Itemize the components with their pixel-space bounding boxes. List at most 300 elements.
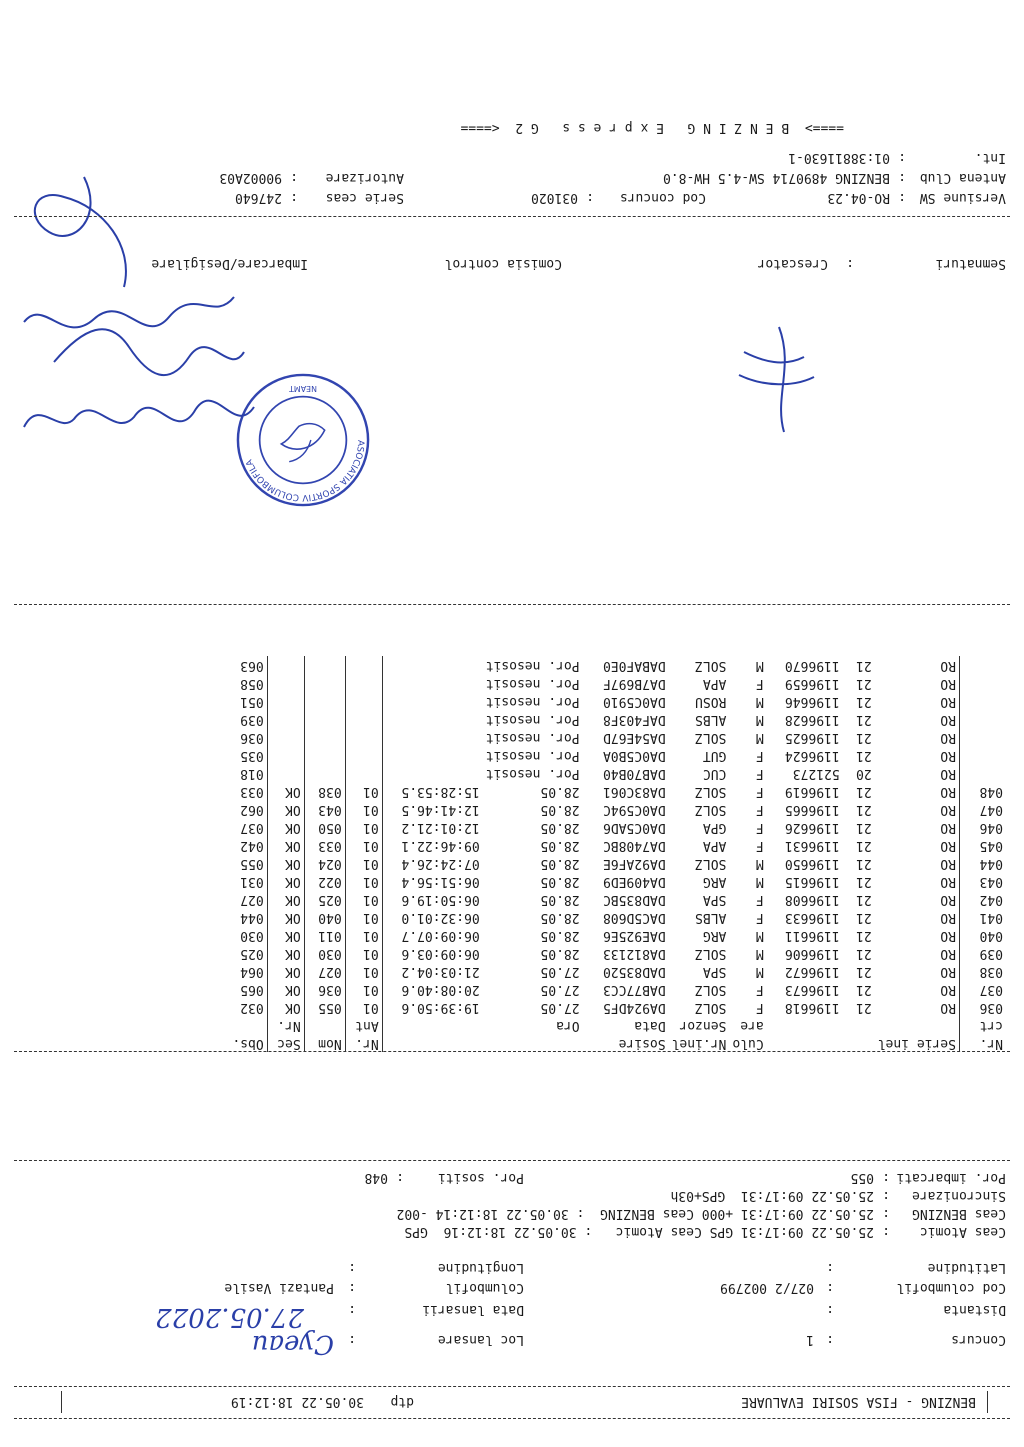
cell-4: F bbox=[755, 748, 764, 763]
imbarcare-label: Imbarcare/Desigilare bbox=[151, 256, 308, 271]
cell-12: 062 bbox=[221, 800, 268, 818]
cell-12: 042 bbox=[221, 836, 268, 854]
cell-12: 064 bbox=[221, 962, 268, 980]
cell-6: DAD83520 bbox=[602, 964, 666, 979]
cell-1: RO bbox=[875, 944, 960, 962]
header-cell-7 bbox=[483, 1034, 583, 1052]
cell-4: F bbox=[755, 910, 764, 925]
cell-12: 036 bbox=[221, 728, 268, 746]
concurs-label: Concurs bbox=[951, 1332, 1006, 1347]
cell-1: RO bbox=[875, 674, 960, 692]
cell-9 bbox=[345, 746, 382, 764]
cell-11: OK bbox=[267, 854, 304, 872]
cell-6: DA924DF5 bbox=[602, 1000, 666, 1015]
crescator-label: Crescator bbox=[757, 256, 828, 271]
cell-6: DAD835BC bbox=[602, 892, 666, 907]
cell-2: 21 bbox=[856, 874, 872, 889]
cell-10 bbox=[304, 710, 345, 728]
antena-value: BENZING 4890714 SW-4.5 HW-8.0 bbox=[663, 170, 890, 185]
cell-0: 046 bbox=[979, 820, 1003, 835]
header-cell-5: Nr.inel bbox=[671, 1036, 727, 1051]
cell-2: 21 bbox=[856, 856, 872, 871]
cell-11: OK bbox=[267, 944, 304, 962]
cell-1: RO bbox=[875, 710, 960, 728]
table-row bbox=[221, 656, 1006, 674]
cell-0: 038 bbox=[979, 964, 1003, 979]
cell-6: DA0C5B0A bbox=[602, 748, 666, 763]
cell-7: 28.05 bbox=[540, 910, 580, 925]
header-cell-8 bbox=[382, 1016, 483, 1034]
cell-8 bbox=[382, 656, 483, 674]
cell-12: 031 bbox=[221, 872, 268, 890]
cell-5: CUC bbox=[702, 766, 727, 781]
cell-7: 27.05 bbox=[540, 982, 580, 997]
cell-1: RO bbox=[875, 836, 960, 854]
table-row bbox=[221, 674, 1006, 692]
cell-3: 1196608 bbox=[784, 892, 840, 907]
cell-3: 1196615 bbox=[784, 874, 840, 889]
cell-10 bbox=[304, 728, 345, 746]
cell-11: OK bbox=[267, 890, 304, 908]
cell-9: 01 bbox=[345, 872, 382, 890]
int-label: Int. bbox=[974, 150, 1006, 165]
cell-7: Por. nesosit bbox=[485, 766, 580, 781]
cell-7: 28.05 bbox=[540, 874, 580, 889]
cell-8: 12:41:46.5 bbox=[401, 802, 480, 817]
cell-0 bbox=[960, 710, 1007, 728]
cell-8 bbox=[382, 764, 483, 782]
loc-handwritten: Cyeau bbox=[251, 1329, 334, 1359]
cell-12: 032 bbox=[221, 998, 268, 1016]
cell-5: SOLZ bbox=[695, 982, 727, 997]
cell-6: DABAF0E0 bbox=[602, 658, 666, 673]
cell-12: 033 bbox=[221, 782, 268, 800]
header-cell-7: Ora bbox=[556, 1018, 580, 1033]
cell-11 bbox=[267, 674, 304, 692]
cell-12: 055 bbox=[221, 854, 268, 872]
cell-3: 1196606 bbox=[784, 946, 840, 961]
cell-3: 1196665 bbox=[784, 802, 840, 817]
cell-7: Por. nesosit bbox=[485, 676, 580, 691]
cell-2: 21 bbox=[856, 784, 872, 799]
cell-12: 063 bbox=[221, 656, 268, 674]
cell-1: RO bbox=[875, 818, 960, 836]
table-row bbox=[221, 800, 1006, 818]
cell-3: 1196633 bbox=[784, 910, 840, 925]
cell-1: RO bbox=[875, 764, 960, 782]
table-row bbox=[221, 746, 1006, 764]
cell-9 bbox=[345, 764, 382, 782]
sositi-value: 048 bbox=[364, 1170, 388, 1185]
sync-line: 25.05.22 09:17:31 GPS+03h bbox=[670, 1188, 874, 1203]
cell-2: 21 bbox=[856, 946, 872, 961]
header-cell-0: crt bbox=[979, 1018, 1003, 1033]
cell-2: 21 bbox=[856, 694, 872, 709]
cell-2: 20 bbox=[856, 766, 872, 781]
cell-5: GUT bbox=[702, 748, 727, 763]
header-cell-11: Nr. bbox=[267, 1016, 304, 1034]
cell-8: 06:51:56.4 bbox=[401, 874, 480, 889]
cell-3: 1196625 bbox=[784, 730, 840, 745]
cell-5: SPA bbox=[702, 964, 727, 979]
table-header-row bbox=[221, 1034, 1006, 1052]
lat-label: Latitudine bbox=[927, 1260, 1006, 1275]
cell-11: OK bbox=[267, 926, 304, 944]
cell-2: 21 bbox=[856, 802, 872, 817]
cell-1: RO bbox=[875, 656, 960, 674]
autorizare-label: Autorizare bbox=[325, 170, 404, 185]
cell-9: 01 bbox=[345, 908, 382, 926]
cell-5: APA bbox=[702, 676, 727, 691]
header-cell-8 bbox=[382, 1034, 483, 1052]
cell-12: 044 bbox=[221, 908, 268, 926]
cell-4: F bbox=[755, 892, 764, 907]
cell-1: RO bbox=[875, 782, 960, 800]
cell-10: 038 bbox=[304, 782, 345, 800]
cell-3: 1196611 bbox=[784, 928, 840, 943]
sositi-label: Por. sositi bbox=[437, 1170, 524, 1185]
header-cell-3 bbox=[767, 1016, 843, 1034]
cell-10: 024 bbox=[304, 854, 345, 872]
cell-9: 01 bbox=[345, 890, 382, 908]
header-cell-6: Data bbox=[634, 1018, 666, 1033]
cell-9 bbox=[345, 710, 382, 728]
cell-10 bbox=[304, 674, 345, 692]
header-cell-10: Nom bbox=[304, 1034, 345, 1052]
cell-5: SOLZ bbox=[695, 784, 727, 799]
serie-ceas-value: 247640 bbox=[235, 190, 282, 205]
cell-11: OK bbox=[267, 872, 304, 890]
cell-7: 28.05 bbox=[540, 802, 580, 817]
cell-6: DA0C5AD6 bbox=[602, 820, 666, 835]
cell-12: 035 bbox=[221, 746, 268, 764]
cell-10: 030 bbox=[304, 944, 345, 962]
columbofil-value: Pantazi Vasile bbox=[224, 1280, 334, 1295]
atomic-label: Ceas Atomic bbox=[919, 1224, 1006, 1239]
cell-6: DAE925E6 bbox=[602, 928, 666, 943]
cell-7: 28.05 bbox=[540, 856, 580, 871]
cell-0 bbox=[960, 746, 1007, 764]
table-row bbox=[221, 836, 1006, 854]
table-row bbox=[221, 782, 1006, 800]
cell-11: OK bbox=[267, 908, 304, 926]
data-label: Data lansarii bbox=[422, 1302, 524, 1317]
cell-3: 1196626 bbox=[784, 820, 840, 835]
cell-0 bbox=[960, 764, 1007, 782]
cod-label: Cod columbofil bbox=[896, 1280, 1006, 1295]
cell-6: DA7B697F bbox=[602, 676, 666, 691]
cod-concurs-value: 031020 bbox=[531, 190, 578, 205]
header-left-bar bbox=[987, 1391, 988, 1413]
cell-11 bbox=[267, 656, 304, 674]
cell-0: 037 bbox=[979, 982, 1003, 997]
cell-4: F bbox=[755, 982, 764, 997]
cell-3: 1196624 bbox=[784, 748, 840, 763]
cell-7: 28.05 bbox=[540, 784, 580, 799]
signature-loop bbox=[14, 157, 144, 297]
cell-11 bbox=[267, 728, 304, 746]
cell-3: 1196673 bbox=[784, 982, 840, 997]
cell-8 bbox=[382, 746, 483, 764]
cell-6: DAF403F8 bbox=[602, 712, 666, 727]
table-row bbox=[221, 980, 1006, 998]
cell-3: 1196650 bbox=[784, 856, 840, 871]
cell-0: 041 bbox=[979, 910, 1003, 925]
signature-crescator bbox=[734, 317, 824, 437]
rule-table-head bbox=[14, 1051, 1010, 1052]
cell-9: 01 bbox=[345, 944, 382, 962]
cell-8: 19:39:50.6 bbox=[401, 1000, 480, 1015]
cell-10: 040 bbox=[304, 908, 345, 926]
cell-5: ARG bbox=[702, 928, 727, 943]
cell-7: 28.05 bbox=[540, 928, 580, 943]
cell-5: ROSU bbox=[695, 694, 727, 709]
cell-10: 055 bbox=[304, 998, 345, 1016]
cell-8: 06:32:01.0 bbox=[401, 910, 480, 925]
cell-8: 06:09:03.6 bbox=[401, 946, 480, 961]
cell-0 bbox=[960, 674, 1007, 692]
cell-3: 1196646 bbox=[784, 694, 840, 709]
cell-2: 21 bbox=[856, 748, 872, 763]
loc-label: Loc lansare bbox=[437, 1332, 524, 1347]
autorizare-value: 90002A03 bbox=[219, 170, 282, 185]
cell-9: 01 bbox=[345, 926, 382, 944]
header-cell-10 bbox=[304, 1016, 345, 1034]
cell-4: F bbox=[755, 766, 764, 781]
serie-ceas-label: Serie ceas bbox=[325, 190, 404, 205]
cell-9 bbox=[345, 692, 382, 710]
cell-5: SPA bbox=[702, 892, 727, 907]
cell-12: 058 bbox=[221, 674, 268, 692]
cell-8: 15:28:53.5 bbox=[401, 784, 480, 799]
rule-top bbox=[14, 1418, 1010, 1419]
cell-11 bbox=[267, 746, 304, 764]
cell-12: 039 bbox=[221, 710, 268, 728]
cell-0 bbox=[960, 692, 1007, 710]
cell-10: 033 bbox=[304, 836, 345, 854]
cell-11: OK bbox=[267, 836, 304, 854]
cell-6: DA54E67D bbox=[602, 730, 666, 745]
arrivals-table bbox=[221, 656, 1006, 1052]
stamp-place: NEAMT bbox=[289, 383, 317, 393]
cell-2: 21 bbox=[856, 658, 872, 673]
cell-5: SOLZ bbox=[695, 802, 727, 817]
dtp-value: 30.05.22 18:12:19 bbox=[230, 1394, 364, 1409]
table-row bbox=[221, 872, 1006, 890]
columbofil-label: Columbofil bbox=[445, 1280, 524, 1295]
atomic-line: 25.05.22 09:17:31 GPS Ceas Atomic : 30.05.22 18:12:16 GPS bbox=[404, 1224, 874, 1239]
cell-7: Por. nesosit bbox=[485, 748, 580, 763]
imbarcati-value: 055 bbox=[850, 1170, 874, 1185]
cell-0: 043 bbox=[979, 874, 1003, 889]
cell-10: 036 bbox=[304, 980, 345, 998]
rule-clock bbox=[14, 1160, 1010, 1161]
cell-9: 01 bbox=[345, 962, 382, 980]
cell-7: 28.05 bbox=[540, 820, 580, 835]
cell-8 bbox=[382, 710, 483, 728]
cell-6: DA92AF6E bbox=[602, 856, 666, 871]
cell-8 bbox=[382, 674, 483, 692]
cell-5: SOLZ bbox=[695, 856, 727, 871]
header-cell-12 bbox=[221, 1016, 268, 1034]
benzing-line: 25.05.22 09:17:31 +000 Ceas BENZING : 30.05.22 18:12:14 -002 bbox=[396, 1206, 874, 1221]
header-cell-11: Sec bbox=[267, 1034, 304, 1052]
cell-1: RO bbox=[875, 908, 960, 926]
cell-6: DA812133 bbox=[602, 946, 666, 961]
cell-11: OK bbox=[267, 818, 304, 836]
table-row bbox=[221, 962, 1006, 980]
header-cell-4: Culo bbox=[732, 1036, 764, 1051]
cell-0 bbox=[960, 728, 1007, 746]
cod-value: 027/2 002799 bbox=[720, 1280, 814, 1295]
cell-1: RO bbox=[875, 746, 960, 764]
cell-8: 09:46:22.1 bbox=[401, 838, 480, 853]
benzing-label: Ceas BENZING bbox=[912, 1206, 1006, 1221]
comisia-label: Comisia control bbox=[444, 256, 562, 271]
cell-1: RO bbox=[875, 854, 960, 872]
cell-10 bbox=[304, 656, 345, 674]
cell-5: GPA bbox=[702, 820, 727, 835]
sync-label: Sincronizare bbox=[912, 1188, 1006, 1203]
cell-2: 21 bbox=[856, 676, 872, 691]
cell-7: 27.05 bbox=[540, 964, 580, 979]
table-row bbox=[221, 818, 1006, 836]
cell-9 bbox=[345, 674, 382, 692]
cell-1: RO bbox=[875, 980, 960, 998]
cell-8: 07:24:26.4 bbox=[401, 856, 480, 871]
header-cell-0: Nr. bbox=[979, 1036, 1003, 1051]
cell-4: F bbox=[755, 802, 764, 817]
cell-10 bbox=[304, 764, 345, 782]
rule-software bbox=[14, 216, 1010, 217]
cell-12: 065 bbox=[221, 980, 268, 998]
data-handwritten: 27.05.2022 bbox=[155, 1302, 304, 1332]
cell-2: 21 bbox=[856, 910, 872, 925]
cell-12: 030 bbox=[221, 926, 268, 944]
cell-9: 01 bbox=[345, 998, 382, 1016]
cell-7: 28.05 bbox=[540, 838, 580, 853]
cell-8: 21:03:04.2 bbox=[401, 964, 480, 979]
cell-4: M bbox=[755, 964, 764, 979]
cell-11: OK bbox=[267, 980, 304, 998]
cell-1: RO bbox=[875, 890, 960, 908]
cell-0: 047 bbox=[979, 802, 1003, 817]
cell-2: 21 bbox=[856, 730, 872, 745]
header-cell-6: Sosire bbox=[618, 1036, 666, 1051]
cell-0: 045 bbox=[979, 838, 1003, 853]
cell-8: 06:09:07.7 bbox=[401, 928, 480, 943]
cell-10: 043 bbox=[304, 800, 345, 818]
cell-5: SOLZ bbox=[695, 658, 727, 673]
header-cell-9: Ant bbox=[345, 1016, 382, 1034]
cell-5: APA bbox=[702, 838, 727, 853]
cell-2: 21 bbox=[856, 928, 872, 943]
cell-11 bbox=[267, 692, 304, 710]
header-right-bar bbox=[61, 1391, 62, 1413]
cell-1: RO bbox=[875, 692, 960, 710]
cod-concurs-label: Cod concurs bbox=[619, 190, 706, 205]
cell-10: 050 bbox=[304, 818, 345, 836]
table-row bbox=[221, 944, 1006, 962]
int-value: 01:38811630-1 bbox=[788, 150, 890, 165]
concurs-value: 1 bbox=[806, 1332, 814, 1347]
distanta-label: Distanta bbox=[943, 1302, 1006, 1317]
cell-12: 051 bbox=[221, 692, 268, 710]
cell-8: 06:50:19.6 bbox=[401, 892, 480, 907]
cell-2: 21 bbox=[856, 892, 872, 907]
cell-8: 12:01:21.2 bbox=[401, 820, 480, 835]
cell-4: M bbox=[755, 694, 764, 709]
cell-11: OK bbox=[267, 998, 304, 1016]
cell-3: 1196631 bbox=[784, 838, 840, 853]
table-row bbox=[221, 710, 1006, 728]
cell-4: F bbox=[755, 820, 764, 835]
cell-3: 1196672 bbox=[784, 964, 840, 979]
header-cell-2 bbox=[843, 1016, 875, 1034]
cell-0: 044 bbox=[979, 856, 1003, 871]
cell-12: 025 bbox=[221, 944, 268, 962]
cell-3: 1196670 bbox=[784, 658, 840, 673]
cell-9: 01 bbox=[345, 980, 382, 998]
versiune-value: RO-04.23 bbox=[827, 190, 890, 205]
cell-3: 1196619 bbox=[784, 784, 840, 799]
cell-6: DA0C594C bbox=[602, 802, 666, 817]
cell-10 bbox=[304, 746, 345, 764]
cell-0: 036 bbox=[979, 1000, 1003, 1015]
cell-1: RO bbox=[875, 800, 960, 818]
cell-12: 027 bbox=[221, 890, 268, 908]
cell-5: ALBS bbox=[695, 910, 727, 925]
cell-10: 027 bbox=[304, 962, 345, 980]
cell-9: 01 bbox=[345, 836, 382, 854]
cell-5: SOLZ bbox=[695, 1000, 727, 1015]
cell-11: OK bbox=[267, 800, 304, 818]
table-row bbox=[221, 854, 1006, 872]
cell-0: 039 bbox=[979, 946, 1003, 961]
table-row bbox=[221, 926, 1006, 944]
cell-3: 1196628 bbox=[784, 712, 840, 727]
cell-12: 037 bbox=[221, 818, 268, 836]
cell-8: 20:08:40.6 bbox=[401, 982, 480, 997]
table-row bbox=[221, 692, 1006, 710]
cell-0: 040 bbox=[979, 928, 1003, 943]
semnaturi-label: Semnaturi bbox=[935, 256, 1006, 271]
header-cell-1 bbox=[875, 1016, 960, 1034]
cell-11: OK bbox=[267, 782, 304, 800]
table-header-row-2 bbox=[221, 1016, 1006, 1034]
cell-9 bbox=[345, 656, 382, 674]
cell-7: Por. nesosit bbox=[485, 712, 580, 727]
cell-4: F bbox=[755, 784, 764, 799]
cell-8 bbox=[382, 692, 483, 710]
versiune-label: Versiune SW bbox=[919, 190, 1006, 205]
cell-9: 01 bbox=[345, 782, 382, 800]
cell-4: M bbox=[755, 928, 764, 943]
benzing-footer: ====> B E N Z I N G E x p r e s s G 2 <==== bbox=[460, 120, 844, 135]
cell-6: DA0C5910 bbox=[602, 694, 666, 709]
cell-11 bbox=[267, 710, 304, 728]
cell-2: 21 bbox=[856, 838, 872, 853]
long-label: Longitudine bbox=[437, 1260, 524, 1275]
cell-7: 27.05 bbox=[540, 1000, 580, 1015]
cell-2: 21 bbox=[856, 712, 872, 727]
cell-4: M bbox=[755, 874, 764, 889]
cell-2: 21 bbox=[856, 1000, 872, 1015]
report-title: BENZING - FISA SOSIRI EVALUARE bbox=[741, 1394, 976, 1409]
antena-label: Antena Club bbox=[919, 170, 1006, 185]
stamp-ring-text: ASOCIATIA SPORTIV COLUMBOFILA bbox=[244, 439, 366, 503]
cell-4: M bbox=[755, 946, 764, 961]
